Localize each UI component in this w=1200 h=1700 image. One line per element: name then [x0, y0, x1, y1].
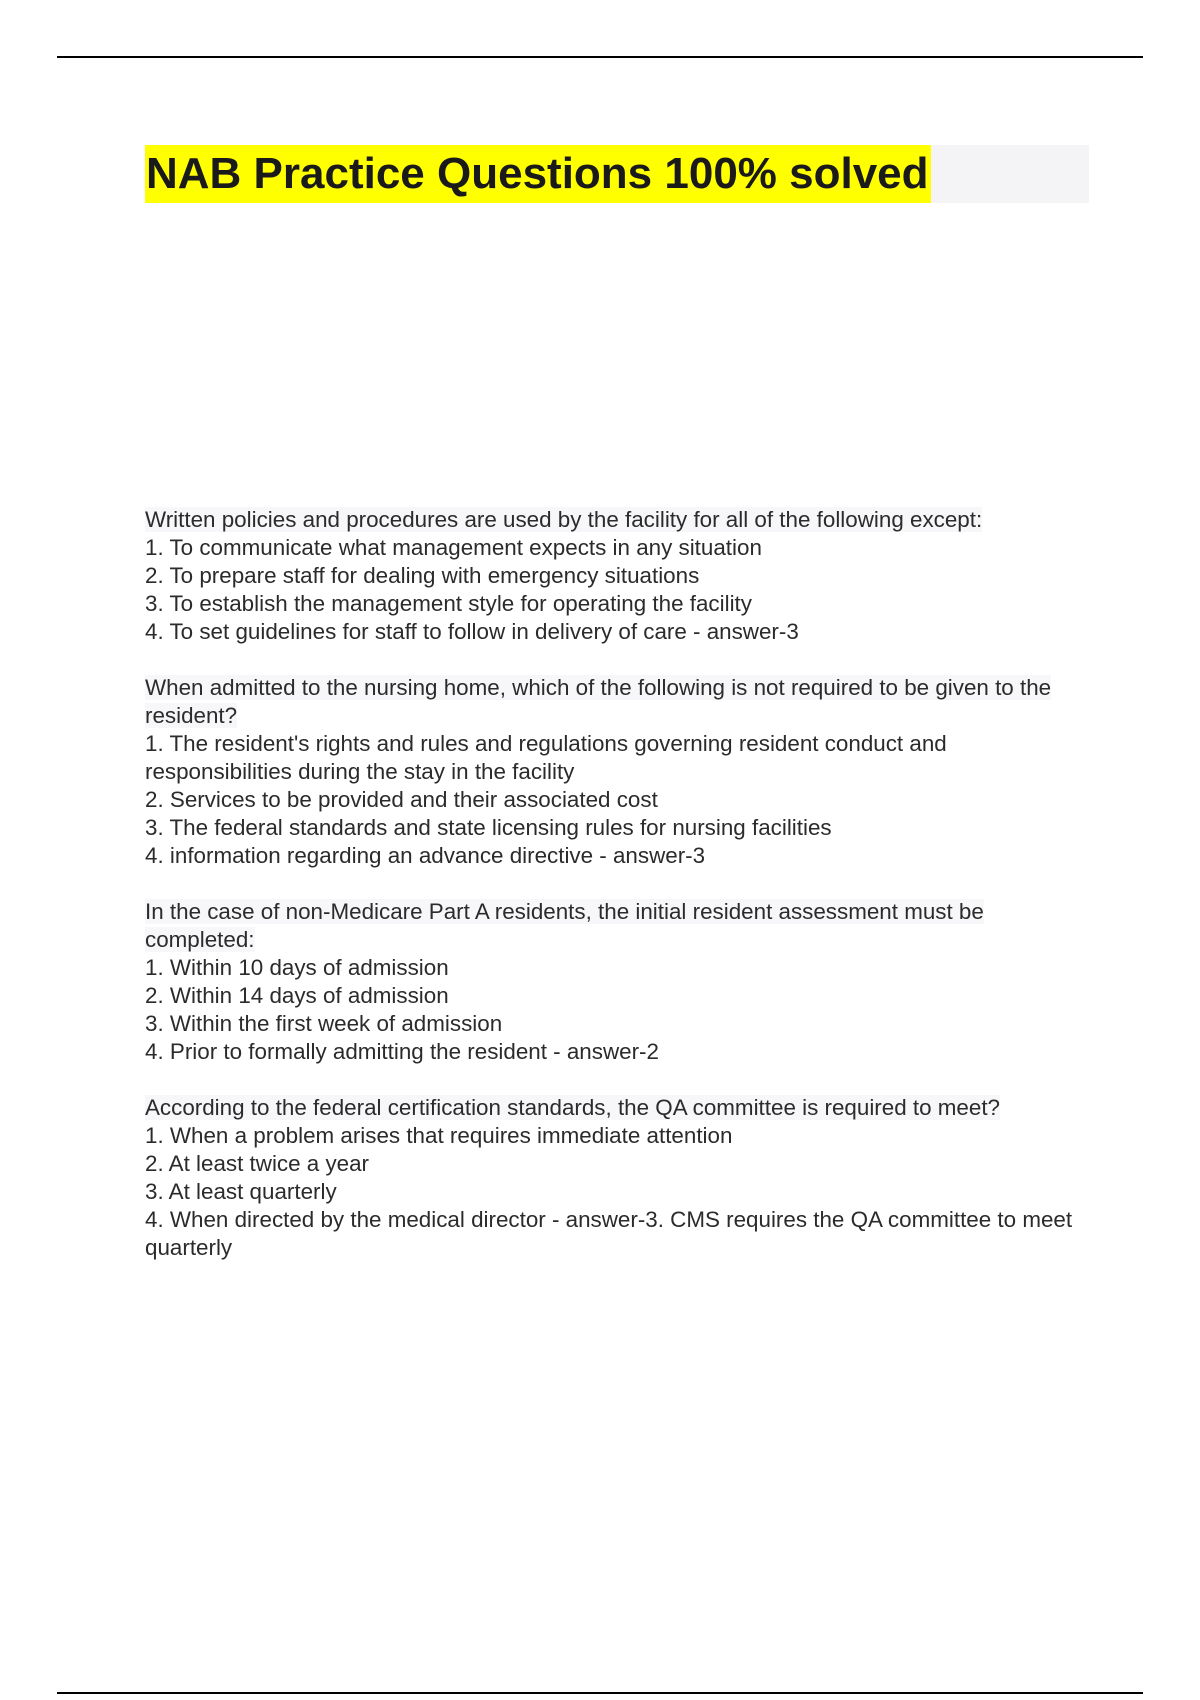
question-block-3 [145, 898, 1090, 1066]
question-block-2 [145, 674, 1090, 870]
question-block-1 [145, 506, 1090, 646]
question-stem: According to the federal certification standards, the QA committee is required to meet? [145, 1095, 1001, 1120]
question-stem: In the case of non-Medicare Part A residents, the initial resident assessment must be completed: [145, 899, 984, 952]
answer-option: 3. At least quarterly [145, 1179, 337, 1204]
header-rule [57, 56, 1143, 58]
answer-option: 1. To communicate what management expects in any situation [145, 535, 762, 560]
answer-option: 4. When directed by the medical director - answer-3. CMS requires the QA committee to meet quarterly [145, 1207, 1073, 1260]
answer-option: 2. Services to be provided and their associated cost [145, 787, 658, 812]
answer-option: 3. To establish the management style for operating the facility [145, 591, 752, 616]
answer-option: 3. The federal standards and state licensing rules for nursing facilities [145, 815, 832, 840]
question-stem: Written policies and procedures are used by the facility for all of the following except: [145, 507, 983, 532]
question-block-4 [145, 1094, 1090, 1262]
answer-option: 3. Within the first week of admission [145, 1011, 503, 1036]
answer-option: 1. Within 10 days of admission [145, 955, 449, 980]
question-list [145, 506, 1090, 1290]
answer-option: 2. Within 14 days of admission [145, 983, 449, 1008]
question-stem: When admitted to the nursing home, which of the following is not required to be given to the resident? [145, 675, 1052, 728]
title-block [145, 145, 1089, 203]
footer-rule [57, 1692, 1143, 1694]
answer-option: 4. information regarding an advance directive - answer-3 [145, 843, 706, 868]
answer-option: 4. Prior to formally admitting the resident - answer-2 [145, 1039, 659, 1064]
answer-option: 1. When a problem arises that requires immediate attention [145, 1123, 733, 1148]
answer-option: 2. At least twice a year [145, 1151, 370, 1176]
answer-option: 2. To prepare staff for dealing with emergency situations [145, 563, 700, 588]
document-title: NAB Practice Questions 100% solved [145, 145, 931, 203]
answer-option: 1. The resident's rights and rules and regulations governing resident conduct and responsibilities during the stay in the facility [145, 731, 947, 784]
answer-option: 4. To set guidelines for staff to follow in delivery of care - answer-3 [145, 619, 799, 644]
